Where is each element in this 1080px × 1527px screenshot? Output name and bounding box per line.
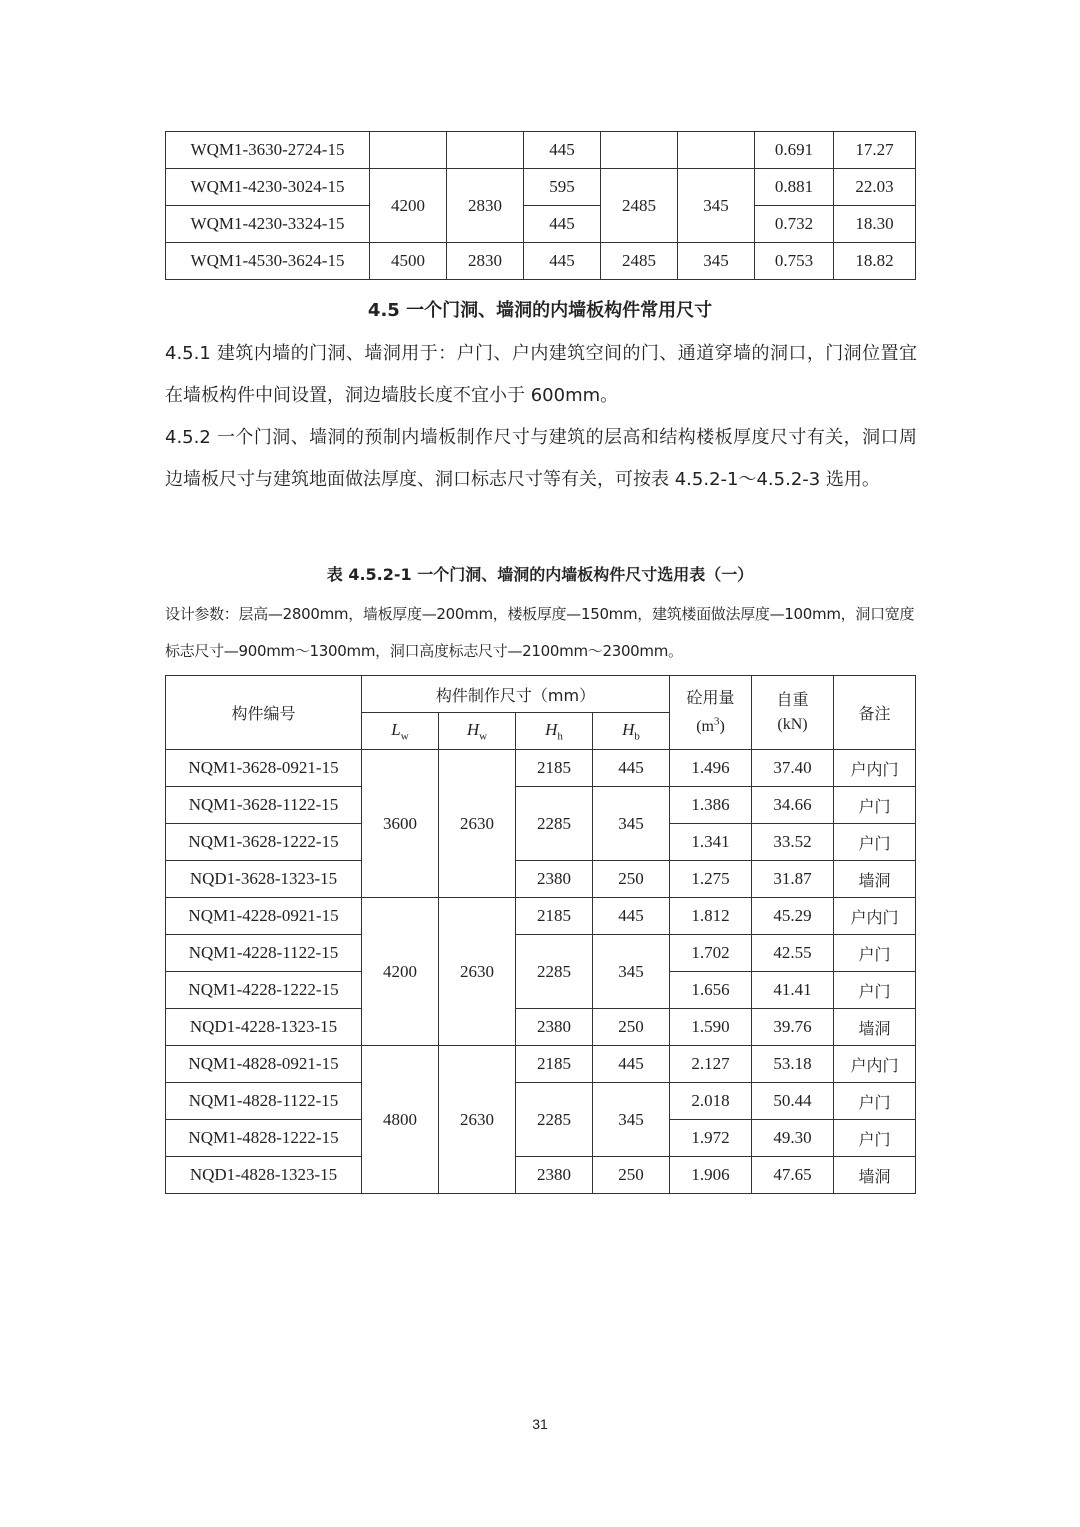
component-code: WQM1-4230-3324-15 xyxy=(166,206,370,243)
table-row: WQM1-4230-3324-15 445 0.732 18.30 xyxy=(166,206,916,243)
table-row: NQM1-4828-1122-15 2285 345 2.018 50.44 户门 xyxy=(166,1083,916,1120)
component-code: NQM1-4228-1122-15 xyxy=(166,935,362,972)
design-parameters: 设计参数：层高—2800mm，墙板厚度—200mm，楼板厚度—150mm，建筑楼面做法厚度—100mm，洞口宽度标志尺寸—900mm～1300mm，洞口高度标志尺寸—2100mm～2300mm。 xyxy=(165,605,915,660)
continued-wall-table xyxy=(165,131,916,280)
component-code: NQD1-4228-1323-15 xyxy=(166,1009,362,1046)
header-hb: $H_b$ xyxy=(593,713,670,750)
header-hw: $H_w$ xyxy=(439,713,516,750)
paragraph-4-5-1: 4.5.1 建筑内墙的门洞、墙洞用于：户门、户内建筑空间的门、通道穿墙的洞口，门洞位置宜在墙板构件中间设置，洞边墙肢长度不宜小于 600mm。 xyxy=(165,343,917,406)
component-code: NQM1-4828-1222-15 xyxy=(166,1120,362,1157)
table-row: NQM1-4828-1222-15 1.972 49.30 户门 xyxy=(166,1120,916,1157)
header-note: 备注 xyxy=(834,676,916,750)
table-row: NQD1-4228-1323-15 2380 250 1.590 39.76 墙洞 xyxy=(166,1009,916,1046)
table-row: NQM1-4228-1122-15 2285 345 1.702 42.55 户门 xyxy=(166,935,916,972)
component-code: NQM1-4828-0921-15 xyxy=(166,1046,362,1083)
door-opening-wall-table xyxy=(165,675,916,1194)
component-code: NQM1-4228-0921-15 xyxy=(166,898,362,935)
header-lw: $L_w$ xyxy=(362,713,439,750)
component-code: WQM1-4230-3024-15 xyxy=(166,169,370,206)
header-row xyxy=(166,676,916,713)
table-row: WQM1-4530-3624-15 4500 2830 445 2485 345 0.753 18.82 xyxy=(166,243,916,280)
page-number: 31 xyxy=(532,1416,548,1432)
header-hh: $H_h$ xyxy=(516,713,593,750)
table-row: NQM1-3628-1122-15 2285 345 1.386 34.66 户门 xyxy=(166,787,916,824)
header-dimensions: 构件制作尺寸（mm） xyxy=(362,676,670,713)
table-row: NQD1-3628-1323-15 2380 250 1.275 31.87 墙洞 xyxy=(166,861,916,898)
table-row: NQM1-3628-0921-15 3600 2630 2185 445 1.496 37.40 户内门 xyxy=(166,750,916,787)
table-row: NQM1-3628-1222-15 1.341 33.52 户门 xyxy=(166,824,916,861)
component-code: NQM1-3628-1122-15 xyxy=(166,787,362,824)
component-code: NQD1-4828-1323-15 xyxy=(166,1157,362,1194)
table-row: WQM1-4230-3024-15 4200 2830 595 2485 345 0.881 22.03 xyxy=(166,169,916,206)
component-code: WQM1-3630-2724-15 xyxy=(166,132,370,169)
table-row: WQM1-3630-2724-15 445 0.691 17.27 xyxy=(166,132,916,169)
component-code: NQM1-4828-1122-15 xyxy=(166,1083,362,1120)
table-row: NQM1-4228-0921-15 4200 2630 2185 445 1.812 45.29 户内门 xyxy=(166,898,916,935)
component-code: WQM1-4530-3624-15 xyxy=(166,243,370,280)
header-code: 构件编号 xyxy=(166,676,362,750)
component-code: NQM1-3628-1222-15 xyxy=(166,824,362,861)
component-code: NQM1-4228-1222-15 xyxy=(166,972,362,1009)
header-volume: 砼用量 $(m^3)$ xyxy=(670,676,752,750)
header-weight: 自重 (kN) xyxy=(752,676,834,750)
table-row: NQD1-4828-1323-15 2380 250 1.906 47.65 墙洞 xyxy=(166,1157,916,1194)
table-row: NQM1-4828-0921-15 4800 2630 2185 445 2.127 53.18 户内门 xyxy=(166,1046,916,1083)
component-code: NQD1-3628-1323-15 xyxy=(166,861,362,898)
section-title: 4.5 一个门洞、墙洞的内墙板构件常用尺寸 xyxy=(367,300,713,321)
table-caption: 表 4.5.2-1 一个门洞、墙洞的内墙板构件尺寸选用表（一） xyxy=(326,565,754,584)
component-code: NQM1-3628-0921-15 xyxy=(166,750,362,787)
table-row: NQM1-4228-1222-15 1.656 41.41 户门 xyxy=(166,972,916,1009)
paragraph-4-5-2: 4.5.2 一个门洞、墙洞的预制内墙板制作尺寸与建筑的层高和结构楼板厚度尺寸有关，洞口周边墙板尺寸与建筑地面做法厚度、洞口标志尺寸等有关，可按表 4.5.2-1～4.5.2-3 选用。 xyxy=(165,427,917,490)
